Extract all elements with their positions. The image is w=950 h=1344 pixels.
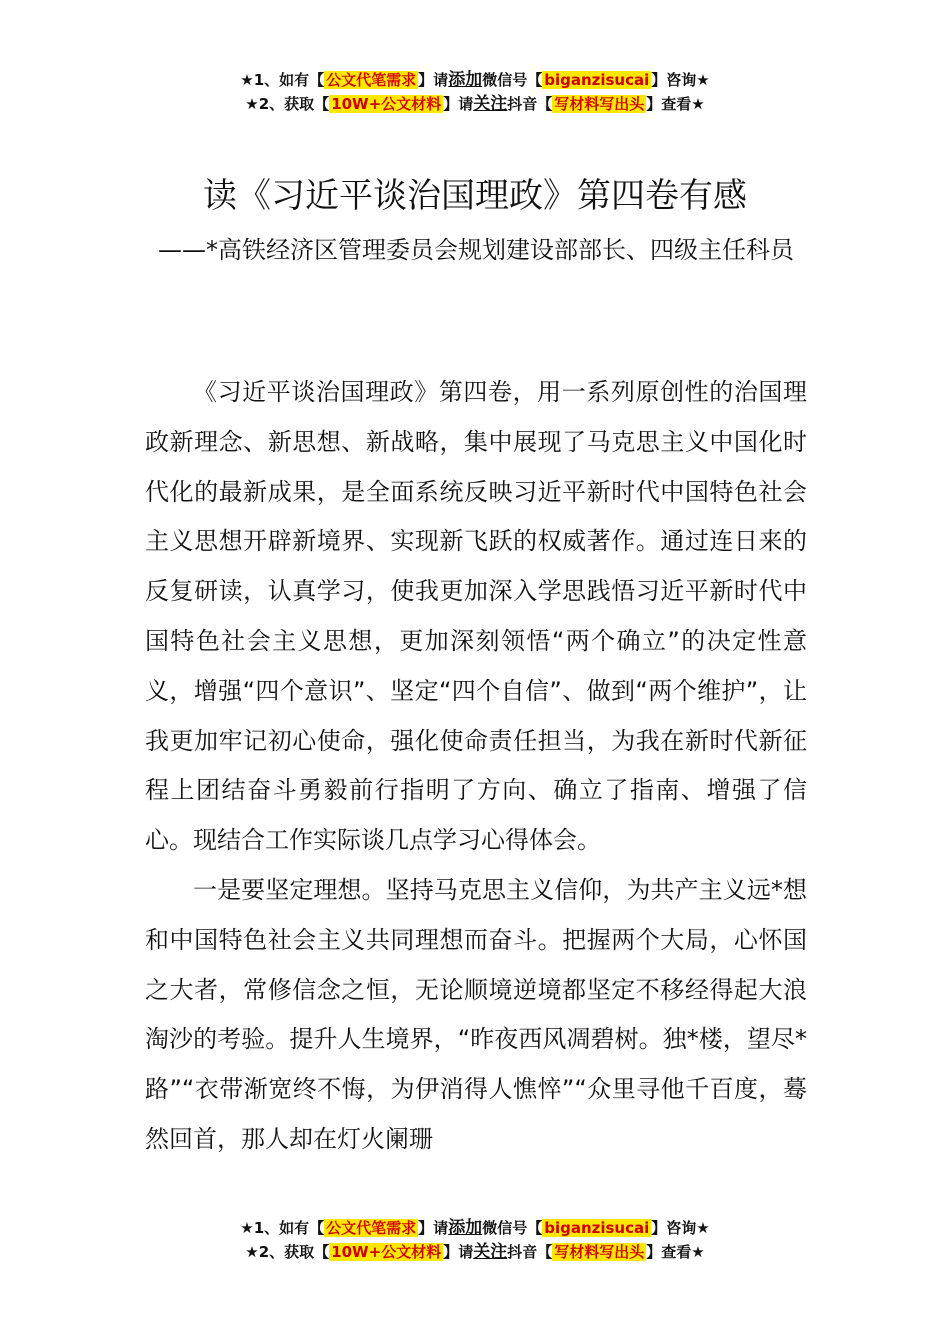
paragraph: 一是要坚定理想。坚持马克思主义信仰，为共产主义远*想和中国特色社会主义共同理想而奋斗。把握两个大局，心怀国之大者，常修信念之恒，无论顺境逆境都坚定不移经得起大浪淘沙的考验。提升人生境界，“昨夜西风凋碧树。独*楼，望尽*路”“衣带渐宽终不悔，为伊消得人憔悴”“众里寻他千百度，蓦然回首，那人却在灯火阑珊 bbox=[145, 875, 807, 1153]
banner-highlight: 10W+公文材料 bbox=[331, 95, 442, 113]
header-banner bbox=[0, 68, 950, 116]
banner-highlight: 公文代笔需求 bbox=[326, 1219, 417, 1237]
banner-text: 微信号【 bbox=[482, 1219, 543, 1237]
banner-text: 】咨询★ bbox=[651, 71, 710, 89]
banner-text: ★1、如有【 bbox=[240, 71, 325, 89]
banner-line-2 bbox=[0, 92, 950, 116]
banner-highlight: 公文代笔需求 bbox=[326, 71, 417, 89]
banner-text: 】请 bbox=[443, 95, 474, 113]
banner-wechat-id: biganzisucai bbox=[544, 1219, 650, 1237]
banner-wechat-id: biganzisucai bbox=[544, 71, 650, 89]
banner-douyin-id: 写材料写出头 bbox=[554, 1243, 645, 1261]
banner-text: 】查看★ bbox=[646, 1243, 705, 1261]
banner-emphasis: 关注 bbox=[473, 1242, 508, 1262]
banner-text: 】咨询★ bbox=[651, 1219, 710, 1237]
banner-line-2 bbox=[0, 1240, 950, 1264]
banner-text: 】请 bbox=[418, 1219, 449, 1237]
banner-text: 微信号【 bbox=[482, 71, 543, 89]
document-subtitle: ——*高铁经济区管理委员会规划建设部部长、四级主任科员 bbox=[158, 236, 794, 264]
banner-text: 抖音【 bbox=[507, 1243, 553, 1261]
banner-text: 】查看★ bbox=[646, 95, 705, 113]
banner-emphasis: 关注 bbox=[473, 94, 508, 114]
banner-text: 】请 bbox=[443, 1243, 474, 1261]
banner-text: ★2、获取【 bbox=[245, 95, 330, 113]
banner-emphasis: 添加 bbox=[448, 1218, 483, 1238]
banner-line-1 bbox=[0, 68, 950, 92]
banner-text: 抖音【 bbox=[507, 95, 553, 113]
banner-text: ★1、如有【 bbox=[240, 1219, 325, 1237]
banner-text: 】请 bbox=[418, 71, 449, 89]
banner-douyin-id: 写材料写出头 bbox=[554, 95, 645, 113]
document-body bbox=[145, 368, 807, 1165]
banner-line-1 bbox=[0, 1216, 950, 1240]
paragraph: 《习近平谈治国理政》第四卷，用一系列原创性的治国理政新理念、新思想、新战略，集中展现了马克思主义中国化时代化的最新成果，是全面系统反映习近平新时代中国特色社会主义思想开辟新境界、实现新飞跃的权威著作。通过连日来的反复研读，认真学习，使我更加深入学思践悟习近平新时代中国特色社会主义思想，更加深刻领悟“两个确立”的决定性意义，增强“四个意识”、坚定“四个自信”、做到“两个维护”，让我更加牢记初心使命，强化使命责任担当，为我在新时代新征程上团结奋斗勇毅前行指明了方向、确立了指南、增强了信心。现结合工作实际谈几点学习心得体会。 bbox=[145, 378, 807, 855]
banner-text: ★2、获取【 bbox=[245, 1243, 330, 1261]
footer-banner bbox=[0, 1216, 950, 1264]
banner-emphasis: 添加 bbox=[448, 70, 483, 90]
banner-highlight: 10W+公文材料 bbox=[331, 1243, 442, 1261]
document-title: 读《习近平谈治国理政》第四卷有感 bbox=[203, 176, 747, 216]
